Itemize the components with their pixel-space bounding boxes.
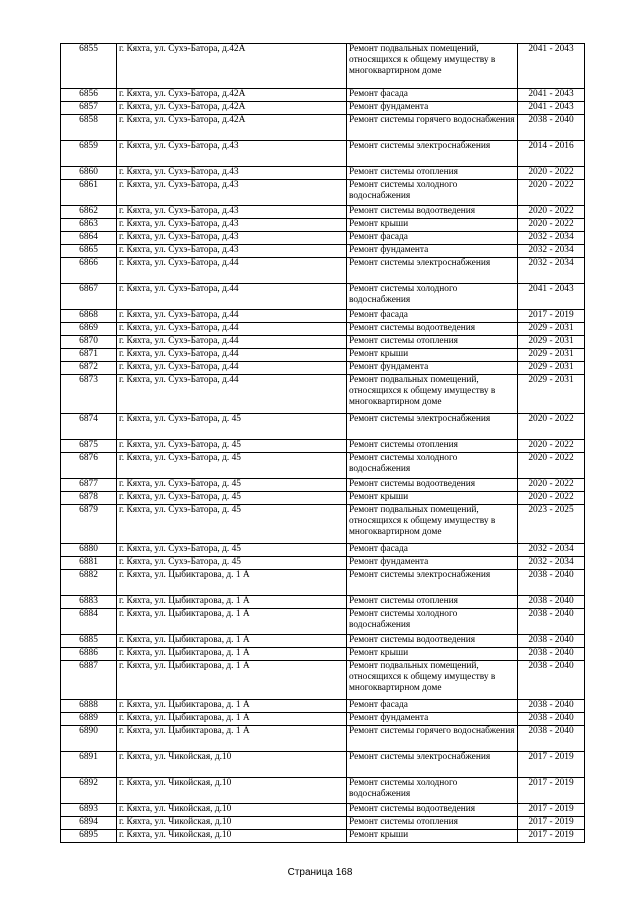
address-cell: г. Кяхта, ул. Цыбиктарова, д. 1 А	[117, 661, 347, 700]
address-cell: г. Кяхта, ул. Сухэ-Батора, д. 45	[117, 414, 347, 440]
period-cell: 2032 - 2034	[518, 245, 585, 258]
table-row	[61, 284, 585, 310]
address-cell: г. Кяхта, ул. Сухэ-Батора, д.43	[117, 167, 347, 180]
period-cell: 2020 - 2022	[518, 440, 585, 453]
row-number: 6865	[61, 245, 117, 258]
work-type-cell: Ремонт системы горячего водоснабжения	[347, 115, 518, 141]
row-number: 6874	[61, 414, 117, 440]
period-cell: 2038 - 2040	[518, 609, 585, 635]
row-number: 6880	[61, 544, 117, 557]
work-type-cell: Ремонт фундамента	[347, 713, 518, 726]
work-type-cell: Ремонт системы отопления	[347, 336, 518, 349]
work-type-cell: Ремонт системы водоотведения	[347, 479, 518, 492]
row-number: 6878	[61, 492, 117, 505]
period-cell: 2017 - 2019	[518, 817, 585, 830]
row-number: 6886	[61, 648, 117, 661]
address-cell: г. Кяхта, ул. Сухэ-Батора, д.44	[117, 375, 347, 414]
row-number: 6892	[61, 778, 117, 804]
work-type-cell: Ремонт системы электроснабжения	[347, 752, 518, 778]
address-cell: г. Кяхта, ул. Цыбиктарова, д. 1 А	[117, 635, 347, 648]
address-cell: г. Кяхта, ул. Сухэ-Батора, д.42А	[117, 44, 347, 89]
period-cell: 2038 - 2040	[518, 115, 585, 141]
table-row	[61, 362, 585, 375]
table-row	[61, 648, 585, 661]
row-number: 6890	[61, 726, 117, 752]
period-cell: 2041 - 2043	[518, 102, 585, 115]
row-number: 6884	[61, 609, 117, 635]
row-number: 6881	[61, 557, 117, 570]
table-row	[61, 141, 585, 167]
address-cell: г. Кяхта, ул. Цыбиктарова, д. 1 А	[117, 609, 347, 635]
row-number: 6889	[61, 713, 117, 726]
address-cell: г. Кяхта, ул. Сухэ-Батора, д.44	[117, 336, 347, 349]
address-cell: г. Кяхта, ул. Сухэ-Батора, д. 45	[117, 544, 347, 557]
table-row	[61, 440, 585, 453]
period-cell: 2038 - 2040	[518, 700, 585, 713]
period-cell: 2029 - 2031	[518, 375, 585, 414]
work-type-cell: Ремонт фундамента	[347, 557, 518, 570]
period-cell: 2029 - 2031	[518, 336, 585, 349]
table-row	[61, 778, 585, 804]
work-type-cell: Ремонт системы электроснабжения	[347, 141, 518, 167]
work-type-cell: Ремонт системы отопления	[347, 167, 518, 180]
row-number: 6863	[61, 219, 117, 232]
period-cell: 2020 - 2022	[518, 492, 585, 505]
table-row	[61, 206, 585, 219]
work-type-cell: Ремонт подвальных помещений, относящихся к общему имуществу в многоквартирном доме	[347, 375, 518, 414]
address-cell: г. Кяхта, ул. Цыбиктарова, д. 1 А	[117, 648, 347, 661]
table-row	[61, 635, 585, 648]
period-cell: 2032 - 2034	[518, 544, 585, 557]
table-row	[61, 492, 585, 505]
work-type-cell: Ремонт крыши	[347, 648, 518, 661]
address-cell: г. Кяхта, ул. Чикойская, д.10	[117, 830, 347, 843]
row-number: 6870	[61, 336, 117, 349]
row-number: 6864	[61, 232, 117, 245]
row-number: 6860	[61, 167, 117, 180]
period-cell: 2038 - 2040	[518, 648, 585, 661]
period-cell: 2020 - 2022	[518, 414, 585, 440]
row-number: 6862	[61, 206, 117, 219]
work-type-cell: Ремонт крыши	[347, 349, 518, 362]
table-row	[61, 375, 585, 414]
work-type-cell: Ремонт фасада	[347, 232, 518, 245]
row-number: 6856	[61, 89, 117, 102]
address-cell: г. Кяхта, ул. Сухэ-Батора, д.42А	[117, 89, 347, 102]
period-cell: 2032 - 2034	[518, 258, 585, 284]
work-type-cell: Ремонт подвальных помещений, относящихся к общему имуществу в многоквартирном доме	[347, 661, 518, 700]
work-type-cell: Ремонт системы холодного водоснабжения	[347, 778, 518, 804]
work-type-cell: Ремонт системы водоотведения	[347, 323, 518, 336]
period-cell: 2038 - 2040	[518, 570, 585, 596]
table-row	[61, 232, 585, 245]
work-type-cell: Ремонт системы отопления	[347, 596, 518, 609]
address-cell: г. Кяхта, ул. Сухэ-Батора, д.42А	[117, 115, 347, 141]
table-row	[61, 661, 585, 700]
row-number: 6869	[61, 323, 117, 336]
table-row	[61, 544, 585, 557]
work-type-cell: Ремонт системы холодного водоснабжения	[347, 180, 518, 206]
table-row	[61, 180, 585, 206]
table-row	[61, 830, 585, 843]
table-row	[61, 349, 585, 362]
address-cell: г. Кяхта, ул. Чикойская, д.10	[117, 752, 347, 778]
work-type-cell: Ремонт системы холодного водоснабжения	[347, 284, 518, 310]
row-number: 6895	[61, 830, 117, 843]
work-type-cell: Ремонт системы электроснабжения	[347, 570, 518, 596]
address-cell: г. Кяхта, ул. Сухэ-Батора, д.44	[117, 349, 347, 362]
address-cell: г. Кяхта, ул. Сухэ-Батора, д. 45	[117, 440, 347, 453]
address-cell: г. Кяхта, ул. Сухэ-Батора, д.43	[117, 206, 347, 219]
row-number: 6872	[61, 362, 117, 375]
table-body	[61, 44, 585, 843]
table-row	[61, 453, 585, 479]
address-cell: г. Кяхта, ул. Сухэ-Батора, д.43	[117, 141, 347, 167]
row-number: 6858	[61, 115, 117, 141]
address-cell: г. Кяхта, ул. Сухэ-Батора, д.43	[117, 232, 347, 245]
row-number: 6857	[61, 102, 117, 115]
row-number: 6882	[61, 570, 117, 596]
address-cell: г. Кяхта, ул. Сухэ-Батора, д.43	[117, 180, 347, 206]
table-row	[61, 817, 585, 830]
row-number: 6871	[61, 349, 117, 362]
address-cell: г. Кяхта, ул. Чикойская, д.10	[117, 817, 347, 830]
period-cell: 2020 - 2022	[518, 180, 585, 206]
work-type-cell: Ремонт фасада	[347, 544, 518, 557]
period-cell: 2032 - 2034	[518, 232, 585, 245]
table-row	[61, 336, 585, 349]
work-type-cell: Ремонт системы холодного водоснабжения	[347, 453, 518, 479]
period-cell: 2041 - 2043	[518, 44, 585, 89]
address-cell: г. Кяхта, ул. Чикойская, д.10	[117, 778, 347, 804]
table-row	[61, 323, 585, 336]
table-row	[61, 557, 585, 570]
period-cell: 2020 - 2022	[518, 219, 585, 232]
work-type-cell: Ремонт фундамента	[347, 245, 518, 258]
row-number: 6855	[61, 44, 117, 89]
work-type-cell: Ремонт фундамента	[347, 102, 518, 115]
table-row	[61, 219, 585, 232]
row-number: 6891	[61, 752, 117, 778]
row-number: 6875	[61, 440, 117, 453]
period-cell: 2023 - 2025	[518, 505, 585, 544]
work-type-cell: Ремонт фасада	[347, 700, 518, 713]
table-row	[61, 700, 585, 713]
table-row	[61, 258, 585, 284]
work-type-cell: Ремонт системы отопления	[347, 817, 518, 830]
period-cell: 2038 - 2040	[518, 713, 585, 726]
address-cell: г. Кяхта, ул. Сухэ-Батора, д.42А	[117, 102, 347, 115]
work-type-cell: Ремонт подвальных помещений, относящихся к общему имуществу в многоквартирном доме	[347, 505, 518, 544]
period-cell: 2020 - 2022	[518, 206, 585, 219]
period-cell: 2020 - 2022	[518, 479, 585, 492]
work-type-cell: Ремонт системы холодного водоснабжения	[347, 609, 518, 635]
table-row	[61, 505, 585, 544]
period-cell: 2038 - 2040	[518, 726, 585, 752]
table-row	[61, 479, 585, 492]
period-cell: 2041 - 2043	[518, 89, 585, 102]
address-cell: г. Кяхта, ул. Сухэ-Батора, д. 45	[117, 557, 347, 570]
address-cell: г. Кяхта, ул. Сухэ-Батора, д.43	[117, 245, 347, 258]
table-row	[61, 245, 585, 258]
row-number: 6885	[61, 635, 117, 648]
period-cell: 2020 - 2022	[518, 167, 585, 180]
address-cell: г. Кяхта, ул. Сухэ-Батора, д.44	[117, 310, 347, 323]
row-number: 6861	[61, 180, 117, 206]
address-cell: г. Кяхта, ул. Сухэ-Батора, д. 45	[117, 453, 347, 479]
work-type-cell: Ремонт крыши	[347, 219, 518, 232]
row-number: 6859	[61, 141, 117, 167]
period-cell: 2017 - 2019	[518, 804, 585, 817]
row-number: 6883	[61, 596, 117, 609]
row-number: 6866	[61, 258, 117, 284]
work-type-cell: Ремонт системы электроснабжения	[347, 258, 518, 284]
table-row	[61, 804, 585, 817]
address-cell: г. Кяхта, ул. Цыбиктарова, д. 1 А	[117, 596, 347, 609]
period-cell: 2017 - 2019	[518, 830, 585, 843]
table-row	[61, 115, 585, 141]
work-type-cell: Ремонт фасада	[347, 89, 518, 102]
address-cell: г. Кяхта, ул. Цыбиктарова, д. 1 А	[117, 713, 347, 726]
row-number: 6879	[61, 505, 117, 544]
row-number: 6867	[61, 284, 117, 310]
period-cell: 2017 - 2019	[518, 310, 585, 323]
period-cell: 2017 - 2019	[518, 778, 585, 804]
address-cell: г. Кяхта, ул. Сухэ-Батора, д.44	[117, 258, 347, 284]
table-row	[61, 44, 585, 89]
work-type-cell: Ремонт фасада	[347, 310, 518, 323]
work-type-cell: Ремонт подвальных помещений, относящихся к общему имуществу в многоквартирном доме	[347, 44, 518, 89]
address-cell: г. Кяхта, ул. Сухэ-Батора, д.44	[117, 362, 347, 375]
period-cell: 2029 - 2031	[518, 323, 585, 336]
work-type-cell: Ремонт системы горячего водоснабжения	[347, 726, 518, 752]
address-cell: г. Кяхта, ул. Сухэ-Батора, д.44	[117, 284, 347, 310]
work-type-cell: Ремонт фундамента	[347, 362, 518, 375]
period-cell: 2029 - 2031	[518, 362, 585, 375]
address-cell: г. Кяхта, ул. Сухэ-Батора, д. 45	[117, 479, 347, 492]
row-number: 6894	[61, 817, 117, 830]
row-number: 6893	[61, 804, 117, 817]
row-number: 6887	[61, 661, 117, 700]
period-cell: 2041 - 2043	[518, 284, 585, 310]
table-row	[61, 102, 585, 115]
period-cell: 2038 - 2040	[518, 596, 585, 609]
work-type-cell: Ремонт системы водоотведения	[347, 206, 518, 219]
work-type-cell: Ремонт системы отопления	[347, 440, 518, 453]
table-row	[61, 310, 585, 323]
period-cell: 2038 - 2040	[518, 635, 585, 648]
row-number: 6876	[61, 453, 117, 479]
row-number: 6873	[61, 375, 117, 414]
period-cell: 2014 - 2016	[518, 141, 585, 167]
address-cell: г. Кяхта, ул. Цыбиктарова, д. 1 А	[117, 726, 347, 752]
row-number: 6868	[61, 310, 117, 323]
work-type-cell: Ремонт системы водоотведения	[347, 804, 518, 817]
table-row	[61, 726, 585, 752]
address-cell: г. Кяхта, ул. Сухэ-Батора, д.44	[117, 323, 347, 336]
table-row	[61, 609, 585, 635]
address-cell: г. Кяхта, ул. Цыбиктарова, д. 1 А	[117, 570, 347, 596]
work-type-cell: Ремонт крыши	[347, 492, 518, 505]
table-row	[61, 167, 585, 180]
work-type-cell: Ремонт системы водоотведения	[347, 635, 518, 648]
page-number: Страница 168	[287, 867, 353, 878]
row-number: 6877	[61, 479, 117, 492]
table-row	[61, 570, 585, 596]
period-cell: 2020 - 2022	[518, 453, 585, 479]
table-row	[61, 414, 585, 440]
address-cell: г. Кяхта, ул. Сухэ-Батора, д.43	[117, 219, 347, 232]
address-cell: г. Кяхта, ул. Сухэ-Батора, д. 45	[117, 492, 347, 505]
work-type-cell: Ремонт системы электроснабжения	[347, 414, 518, 440]
period-cell: 2017 - 2019	[518, 752, 585, 778]
table-row	[61, 596, 585, 609]
table-row	[61, 89, 585, 102]
table-row	[61, 713, 585, 726]
work-type-cell: Ремонт крыши	[347, 830, 518, 843]
period-cell: 2038 - 2040	[518, 661, 585, 700]
address-cell: г. Кяхта, ул. Сухэ-Батора, д. 45	[117, 505, 347, 544]
period-cell: 2029 - 2031	[518, 349, 585, 362]
row-number: 6888	[61, 700, 117, 713]
table-row	[61, 752, 585, 778]
address-cell: г. Кяхта, ул. Цыбиктарова, д. 1 А	[117, 700, 347, 713]
repair-schedule-table	[60, 43, 585, 843]
period-cell: 2032 - 2034	[518, 557, 585, 570]
address-cell: г. Кяхта, ул. Чикойская, д.10	[117, 804, 347, 817]
